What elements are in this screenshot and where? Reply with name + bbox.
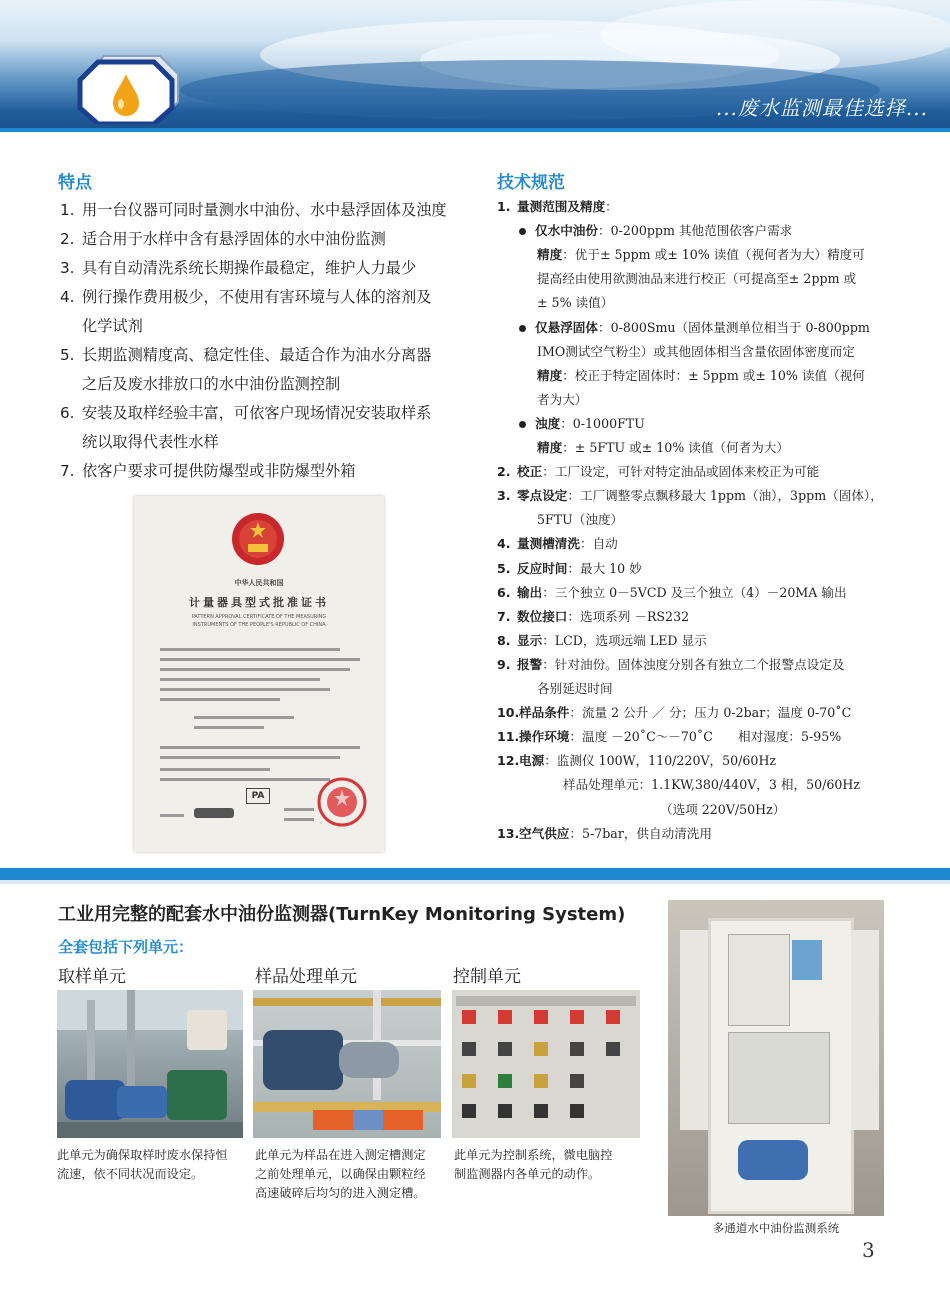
spec-text: ± 5% 读值） <box>537 295 614 311</box>
features-title: 特点 <box>58 173 92 193</box>
spec-label: 量测槽清洗 <box>517 536 580 552</box>
spec-text: ：针对油份。固体浊度分别各有独立二个报警点设定及 <box>542 656 845 672</box>
unit-title-control: 控制单元 <box>453 967 521 987</box>
caption-processing: 此单元为样品在进入测定槽测定 之前处理单元，以确保由颗粒经 高速破碎后均匀的进入测定槽。 <box>255 1148 426 1200</box>
spec-text: ：监测仪 100W，110/220V，50/60Hz <box>544 753 777 769</box>
feature-number: 6. <box>60 404 75 422</box>
spec-row <box>497 485 883 504</box>
spec-text: ：温度 －20˚C～－70˚C 相对湿度：5-95% <box>569 729 842 745</box>
feature-number: 1. <box>60 201 75 219</box>
spec-row <box>537 389 587 408</box>
spec-label: 零点设定 <box>517 488 568 504</box>
spec-row <box>537 292 613 311</box>
spec-text: 提高经由使用欲测油品来进行校正（可提高至± 2ppm 或 <box>537 271 857 287</box>
spec-label: 校正 <box>517 464 543 480</box>
feature-item <box>60 254 485 283</box>
spec-number: 10. <box>497 705 520 721</box>
feature-item <box>60 283 485 341</box>
spec-number: 13. <box>497 825 520 841</box>
spec-row <box>519 220 792 239</box>
cabinet-photo <box>668 900 884 1216</box>
certificate-line3: PATTERN APPROVAL CERTIFICATE OF THE MEASURING <box>191 614 327 620</box>
spec-text: ：工厂调整零点飘移最大 1ppm（油），3ppm（固体）， <box>567 488 883 504</box>
feature-text: 安装及取样经验丰富，可依客户现场情况安装取样系 <box>82 404 432 422</box>
feature-item <box>60 457 485 486</box>
feature-item <box>60 399 485 457</box>
system-title: 工业用完整的配套水中油份监测器(TurnKey Monitoring System) <box>58 904 626 925</box>
spec-text: ：0-1000FTU <box>560 415 645 431</box>
feature-number: 5. <box>60 346 75 364</box>
spec-number: 9. <box>497 656 511 672</box>
spec-row <box>497 533 618 552</box>
spec-number: 7. <box>497 608 511 624</box>
feature-item <box>60 196 485 225</box>
bullet-icon <box>519 228 526 235</box>
spec-number: 4. <box>497 536 511 552</box>
slogan: ...废水监测最佳选择... <box>715 96 928 120</box>
spec-number: 12. <box>497 753 520 769</box>
feature-item <box>60 225 485 254</box>
caption-sampling: 此单元为确保取样时废水保持恒 流速，依不同状况而设定。 <box>57 1148 228 1181</box>
feature-text: 统以取得代表性水样 <box>82 433 219 451</box>
spec-text: 者为大） <box>537 391 588 407</box>
header-rule <box>0 128 950 132</box>
spec-label: 电源 <box>519 753 545 769</box>
signature <box>194 808 234 818</box>
spec-text: ：自动 <box>579 536 618 552</box>
spec-row <box>537 437 789 456</box>
spec-number: 8. <box>497 632 511 648</box>
feature-text: 具有自动清洗系统长期操作最稳定，维护人力最少 <box>82 259 417 277</box>
spec-text: ：选项系列 －RS232 <box>567 608 690 624</box>
spec-text: 各别延迟时间 <box>537 681 613 696</box>
processing-unit-photo <box>253 990 441 1138</box>
system-subtitle: 全套包括下列单元： <box>58 938 194 956</box>
spec-row <box>497 654 844 673</box>
spec-row <box>497 461 819 480</box>
bullet-icon <box>519 325 526 332</box>
spec-label: 操作环境 <box>519 729 570 745</box>
spec-text: ：最大 10 妙 <box>567 560 642 576</box>
page-number: 3 <box>862 1238 875 1262</box>
caption-control: 此单元为控制系统，微电脑控 制监测器内各单元的动作。 <box>454 1148 613 1181</box>
feature-number: 2. <box>60 230 75 248</box>
red-seal-icon <box>316 776 368 828</box>
spec-row <box>497 196 618 215</box>
spec-label: 反应时间 <box>517 560 568 576</box>
feature-text: 用一台仪器可同时量测水中油份、水中悬浮固体及浊度 <box>82 201 447 219</box>
feature-text: 例行操作费用极少，不使用有害环境与人体的溶剂及 <box>82 288 432 306</box>
spec-number: 11. <box>497 729 520 745</box>
spec-label: 精度 <box>537 247 563 263</box>
specs-title: 技术规范 <box>497 173 565 193</box>
spec-text: ：流量 2 公升 ／ 分；压力 0-2bar；温度 0-70˚C <box>569 705 852 721</box>
cabinet-caption: 多通道水中油份监测系统 <box>712 1221 840 1235</box>
spec-text: ： <box>605 199 618 214</box>
spec-row <box>497 630 707 649</box>
certificate-line4: INSTRUMENTS OF THE PEOPLE'S REPUBLIC OF CHINA <box>192 622 326 628</box>
spec-text: ：工厂设定，可针对特定油品或固体来校正为可能 <box>542 464 820 480</box>
spec-label: 输出 <box>517 584 543 600</box>
spec-row <box>537 341 855 360</box>
spec-row <box>497 750 776 769</box>
spec-label: 报警 <box>517 656 543 672</box>
spec-row <box>497 726 841 745</box>
spec-number: 3. <box>497 488 511 504</box>
feature-text: 适合用于水样中含有悬浮固体的水中油份监测 <box>82 230 386 248</box>
spec-text: ：0-800Smu（固体量测单位相当于 0-800ppm <box>597 319 870 335</box>
spec-label: 空气供应 <box>519 825 570 841</box>
feature-text: 长期监测精度高、稳定性佳、最适合作为油水分离器 <box>82 346 432 364</box>
spec-number: 2. <box>497 464 511 480</box>
spec-text: ：0-200ppm 其他范围依客户需求 <box>597 223 793 239</box>
spec-text: ：三个独立 0－5VCD 及三个独立（4）－20MA 输出 <box>542 584 847 600</box>
sampling-unit-photo <box>57 990 243 1138</box>
spec-label: 精度 <box>537 367 563 383</box>
spec-row <box>519 317 870 336</box>
spec-label: 浊度 <box>535 415 561 431</box>
spec-number: 5. <box>497 560 511 576</box>
spec-text: 样品处理单元：1.1KW,380/440V，3 相，50/60Hz <box>563 777 861 793</box>
spec-row <box>497 823 712 842</box>
spec-row <box>563 774 860 793</box>
feature-number: 3. <box>60 259 75 277</box>
spec-text: ：优于± 5ppm 或± 10% 读值（视何者为大）精度可 <box>562 247 865 263</box>
control-unit-photo <box>452 990 640 1138</box>
approval-certificate <box>134 496 384 852</box>
spec-label: 仅水中油份 <box>535 223 598 239</box>
spec-row <box>537 365 865 384</box>
spec-row <box>497 606 689 625</box>
certificate-line2: 计量器具型式批准证书 <box>189 596 329 609</box>
section-band-light <box>0 880 950 884</box>
spec-label: 仅悬浮固体 <box>535 319 598 335</box>
spec-text: ：校正于特定固体时：± 5ppm 或± 10% 读值（视何 <box>562 367 865 383</box>
spec-text: IMO测试空气粉尘）或其他固体相当含量依固体密度而定 <box>537 343 855 359</box>
section-band <box>0 868 950 880</box>
spec-text: ：± 5FTU 或± 10% 读值（何者为大） <box>562 440 789 455</box>
spec-row <box>497 582 847 601</box>
spec-row <box>537 244 865 263</box>
spec-row <box>537 268 856 287</box>
spec-row <box>537 678 613 697</box>
feature-item <box>60 341 485 399</box>
spec-row <box>497 702 851 721</box>
spec-text: （选项 220V/50Hz） <box>660 801 786 817</box>
spec-label: 显示 <box>517 632 543 648</box>
feature-number: 7. <box>60 462 75 480</box>
spec-label: 数位接口 <box>517 608 568 624</box>
spec-row <box>519 413 645 432</box>
unit-title-processing: 样品处理单元 <box>255 967 357 987</box>
spec-text: 5FTU（浊度） <box>537 512 624 528</box>
spec-text: ：5-7bar，供自动清洗用 <box>569 825 712 841</box>
national-emblem-icon <box>229 510 287 568</box>
spec-label: 量测范围及精度 <box>517 199 606 214</box>
oil-drop-icon <box>74 52 184 124</box>
spec-row <box>497 558 642 577</box>
pa-stamp: PA <box>246 788 270 804</box>
certificate-line1: 中华人民共和国 <box>234 579 284 587</box>
spec-row <box>537 509 623 528</box>
feature-number: 4. <box>60 288 75 306</box>
bullet-icon <box>519 421 526 428</box>
spec-number: 1. <box>497 199 511 214</box>
feature-text: 之后及废水排放口的水中油份监测控制 <box>82 375 341 393</box>
spec-text: ：LCD，选项远端 LED 显示 <box>542 632 707 648</box>
spec-row <box>660 799 785 818</box>
unit-title-sampling: 取样单元 <box>58 967 126 987</box>
spec-label: 样品条件 <box>519 705 570 721</box>
spec-label: 精度 <box>537 440 563 455</box>
feature-text: 依客户要求可提供防爆型或非防爆型外箱 <box>82 462 356 480</box>
spec-number: 6. <box>497 584 511 600</box>
feature-text: 化学试剂 <box>82 317 143 335</box>
